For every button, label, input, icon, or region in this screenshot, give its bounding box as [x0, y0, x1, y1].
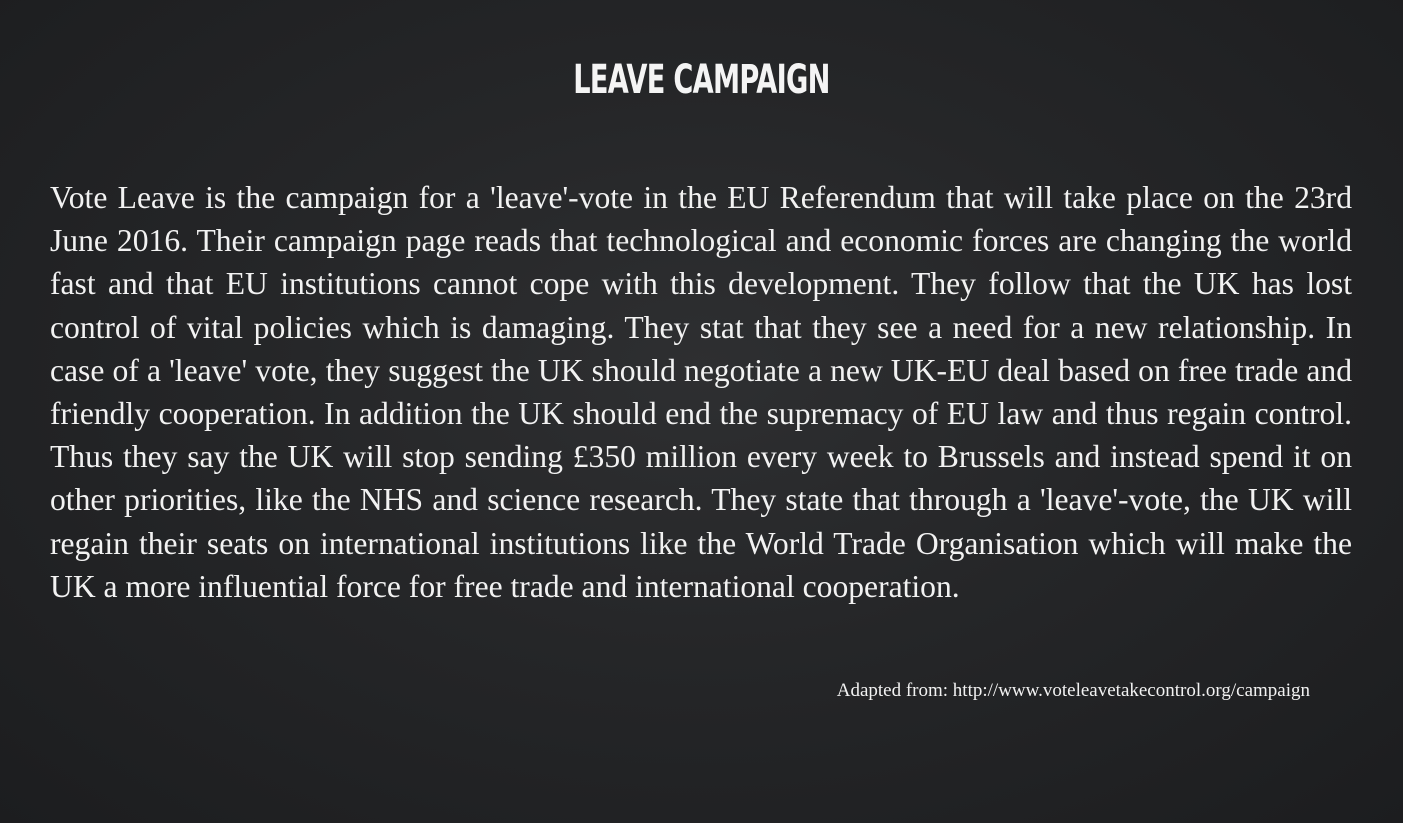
- source-citation: Adapted from: http://www.voteleavetakecontrol.org/campaign: [836, 680, 1310, 701]
- body-paragraph: Vote Leave is the campaign for a 'leave'-vote in the EU Referendum that will take place on the 23rd June 2016. Their campaign page reads that technological and economic forces are changing the world fast and that EU institutions cannot cope with this development. They follow that the UK has lost control of vital policies which is damaging. They stat that they see a need for a new relationship. In case of a 'leave' vote, they suggest the UK should negotiate a new UK-EU deal based on free trade and friendly cooperation. In addition the UK should end the supremacy of EU law and thus regain control. Thus they say the UK will stop sending £350 million every week to Brussels and instead spend it on other priorities, like the NHS and science research. They state that through a 'leave'-vote, the UK will regain their seats on international institutions like the World Trade Organisation which will make the UK a more influential force for free trade and international cooperation.: [50, 180, 1352, 604]
- slide-title: LEAVE CAMPAIGN: [573, 57, 830, 103]
